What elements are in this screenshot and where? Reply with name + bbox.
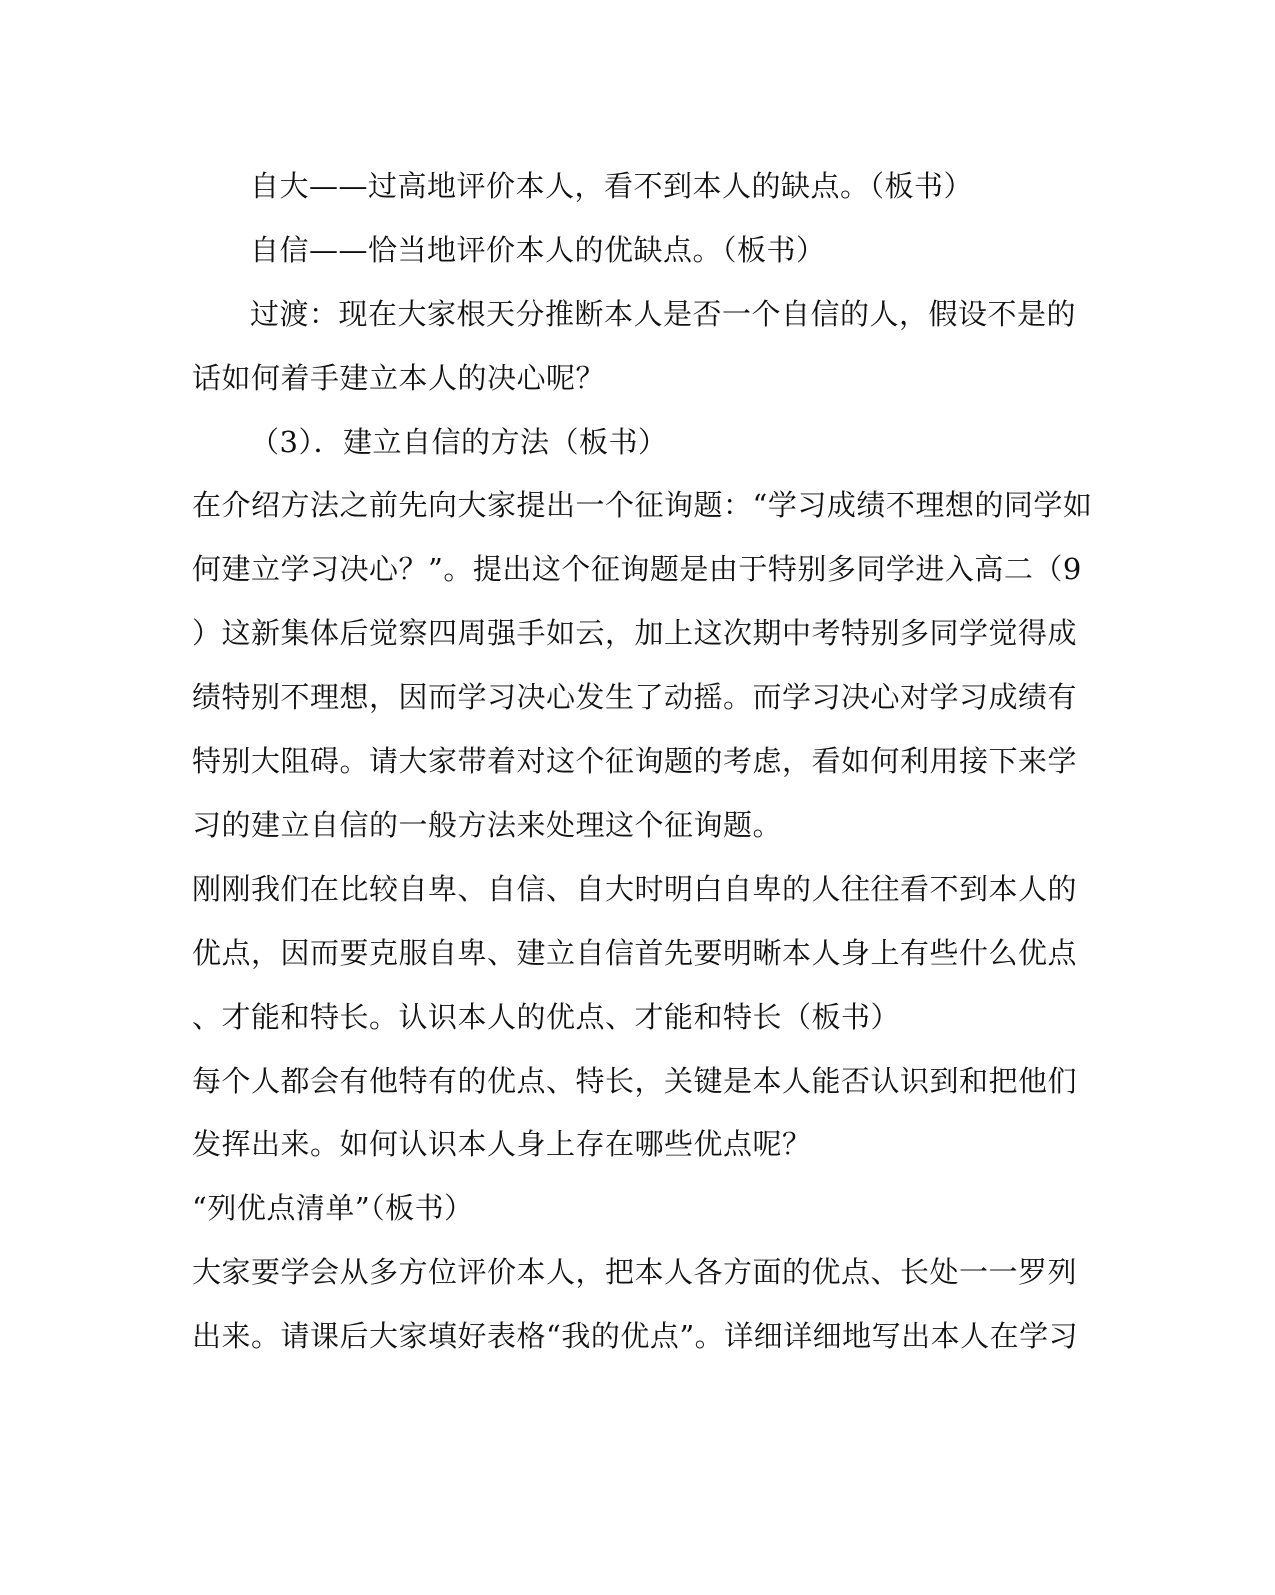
text-line-11: 习的建立自信的一般方法来处理这个征询题。 bbox=[192, 808, 783, 842]
text-line-4: 话如何着手建立本人的决心呢？ bbox=[192, 361, 606, 395]
text-line-15: 每个人都会有他特有的优点、特长，关键是本人能否认识到和把他们 bbox=[192, 1064, 1078, 1098]
text-line-2: 自信——恰当地评价本人的优缺点。（板书） bbox=[250, 233, 826, 267]
text-line-10: 特别大阻碍。请大家带着对这个征询题的考虑，看如何利用接下来学 bbox=[192, 744, 1078, 778]
text-line-12: 刚刚我们在比较自卑、自信、自大时明白自卑的人往往看不到本人的 bbox=[192, 872, 1078, 906]
text-line-7: 何建立学习决心？”。提出这个征询题是由于特别多同学进入高二（9 bbox=[192, 552, 1082, 586]
text-line-16: 发挥出来。如何认识本人身上存在哪些优点呢？ bbox=[192, 1127, 812, 1161]
text-line-1: 自大——过高地评价本人，看不到本人的缺点。（板书） bbox=[250, 169, 974, 203]
text-line-14: 、才能和特长。认识本人的优点、才能和特长（板书） bbox=[192, 1000, 901, 1034]
text-line-19: 出来。请课后大家填好表格“我的优点”。详细详细地写出本人在学习 bbox=[192, 1319, 1079, 1353]
text-line-17: “列优点清单”（板书） bbox=[192, 1191, 474, 1225]
text-line-9: 绩特别不理想，因而学习决心发生了动摇。而学习决心对学习成绩有 bbox=[192, 680, 1078, 714]
text-line-6: 在介绍方法之前先向大家提出一个征询题：“学习成绩不理想的同学如 bbox=[192, 488, 1093, 522]
text-line-8: ）这新集体后觉察四周强手如云，加上这次期中考特别多同学觉得成 bbox=[192, 616, 1078, 650]
text-line-18: 大家要学会从多方位评价本人，把本人各方面的优点、长处一一罗列 bbox=[192, 1255, 1078, 1289]
text-line-3: 过渡：现在大家根天分推断本人是否一个自信的人，假设不是的 bbox=[250, 297, 1077, 331]
text-line-13: 优点，因而要克服自卑、建立自信首先要明晰本人身上有些什么优点 bbox=[192, 936, 1078, 970]
section-heading: （3）．建立自信的方法（板书） bbox=[250, 425, 668, 459]
